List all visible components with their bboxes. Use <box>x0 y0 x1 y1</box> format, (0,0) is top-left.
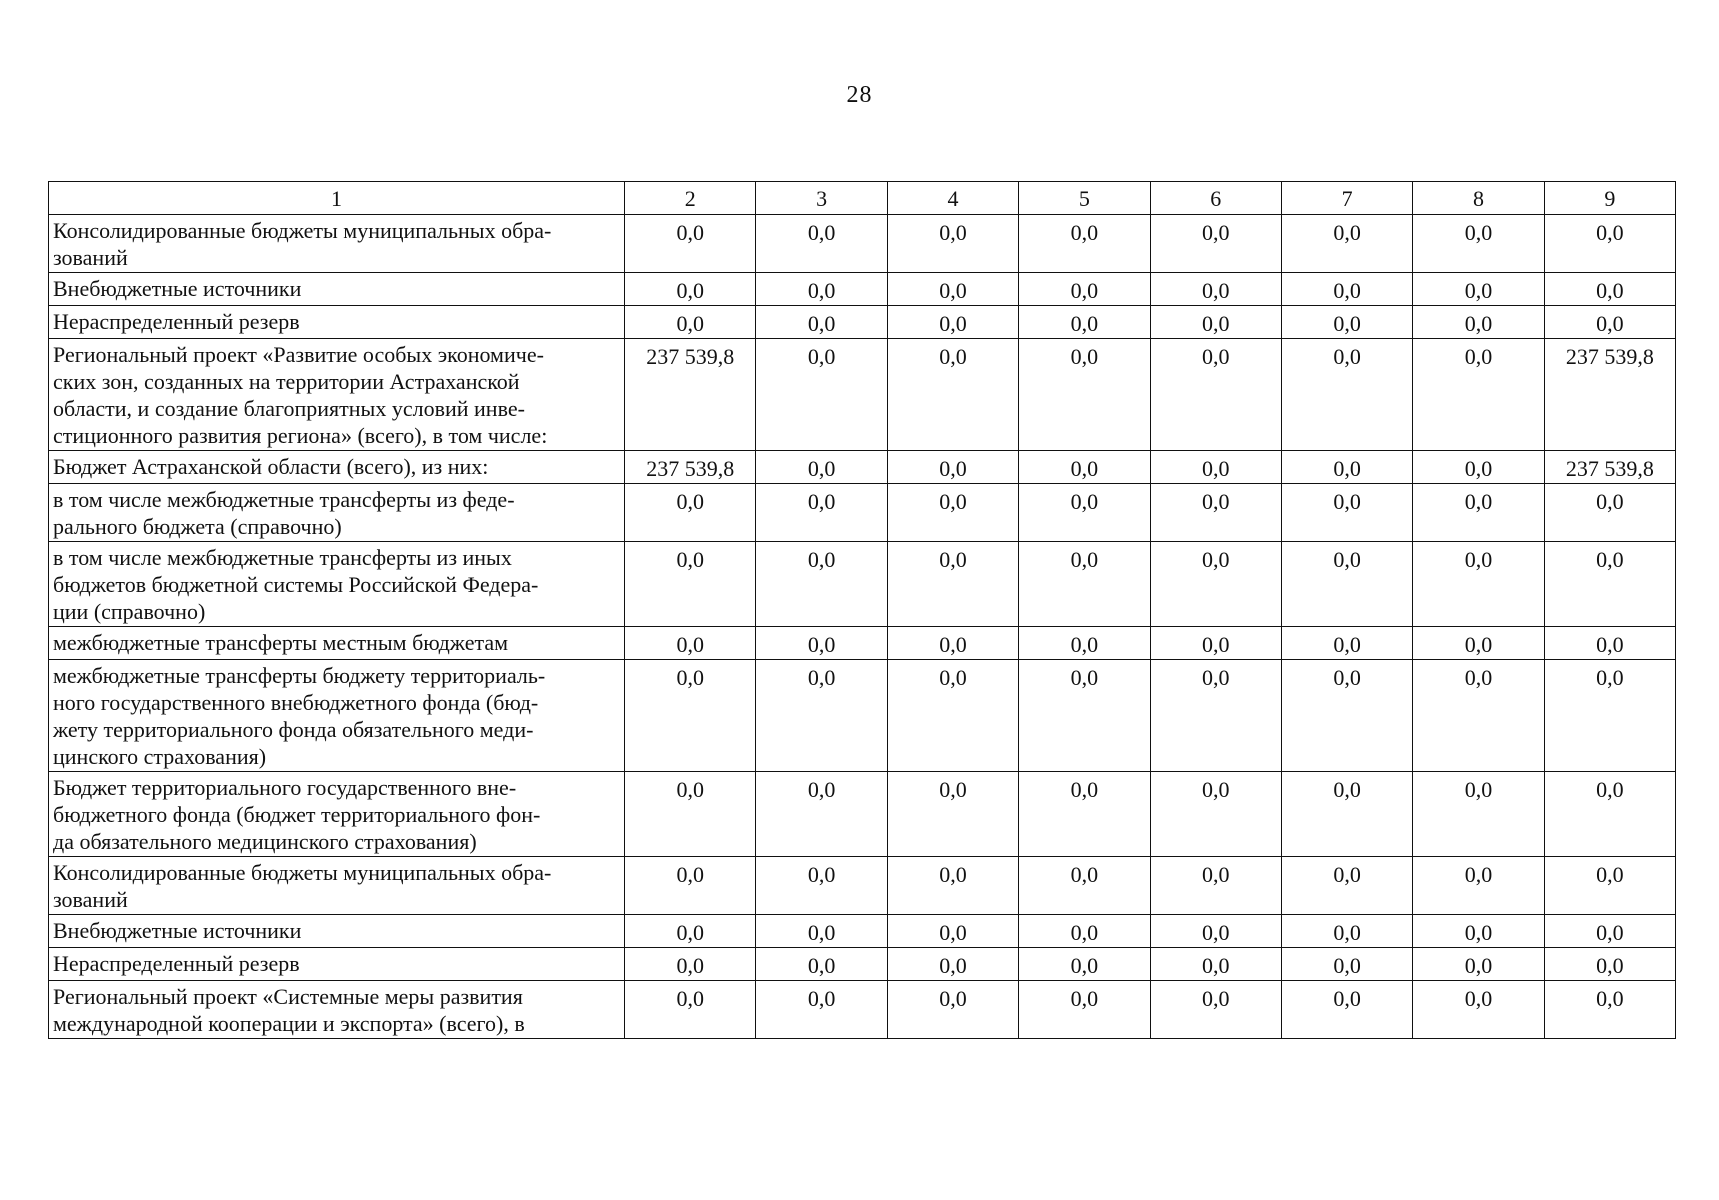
cell-value: 0,0 <box>756 215 887 273</box>
cell-value: 0,0 <box>1019 772 1150 857</box>
cell-value: 0,0 <box>1019 981 1150 1039</box>
cell-value: 0,0 <box>1544 627 1675 660</box>
cell-value: 237 539,8 <box>625 451 756 484</box>
cell-value: 0,0 <box>756 627 887 660</box>
cell-value: 0,0 <box>1413 273 1544 306</box>
cell-value: 0,0 <box>1150 273 1281 306</box>
table-row <box>49 772 1676 857</box>
cell-value: 0,0 <box>887 915 1018 948</box>
table-row <box>49 948 1676 981</box>
cell-value: 0,0 <box>1019 660 1150 772</box>
row-label: Консолидированные бюджеты муниципальных обра- зований <box>49 857 625 915</box>
table-row <box>49 339 1676 451</box>
cell-value: 0,0 <box>1281 915 1412 948</box>
cell-value: 0,0 <box>1019 273 1150 306</box>
cell-value: 0,0 <box>887 484 1018 542</box>
cell-value: 0,0 <box>1150 542 1281 627</box>
cell-value: 0,0 <box>625 542 756 627</box>
cell-value: 0,0 <box>887 857 1018 915</box>
cell-value: 0,0 <box>1413 948 1544 981</box>
cell-value: 0,0 <box>1413 915 1544 948</box>
cell-value: 0,0 <box>1413 215 1544 273</box>
cell-value: 0,0 <box>1281 451 1412 484</box>
cell-value: 0,0 <box>625 772 756 857</box>
cell-value: 0,0 <box>1150 915 1281 948</box>
cell-value: 0,0 <box>756 915 887 948</box>
cell-value: 0,0 <box>1544 981 1675 1039</box>
row-label: Внебюджетные источники <box>49 273 625 306</box>
column-header: 2 <box>625 182 756 215</box>
cell-value: 0,0 <box>887 772 1018 857</box>
table-row <box>49 857 1676 915</box>
cell-value: 0,0 <box>625 857 756 915</box>
cell-value: 0,0 <box>756 306 887 339</box>
cell-value: 0,0 <box>625 660 756 772</box>
table-body <box>49 215 1676 1039</box>
cell-value: 0,0 <box>1150 772 1281 857</box>
cell-value: 0,0 <box>1413 660 1544 772</box>
cell-value: 0,0 <box>1544 915 1675 948</box>
cell-value: 0,0 <box>756 772 887 857</box>
cell-value: 0,0 <box>756 981 887 1039</box>
cell-value: 0,0 <box>887 981 1018 1039</box>
cell-value: 0,0 <box>887 451 1018 484</box>
cell-value: 0,0 <box>1281 484 1412 542</box>
row-label: Нераспределенный резерв <box>49 948 625 981</box>
cell-value: 0,0 <box>756 273 887 306</box>
cell-value: 0,0 <box>1281 857 1412 915</box>
column-header: 5 <box>1019 182 1150 215</box>
cell-value: 0,0 <box>1150 306 1281 339</box>
cell-value: 0,0 <box>756 484 887 542</box>
cell-value: 0,0 <box>625 915 756 948</box>
row-label: в том числе межбюджетные трансферты из феде- рального бюджета (справочно) <box>49 484 625 542</box>
cell-value: 0,0 <box>1413 627 1544 660</box>
table-row <box>49 484 1676 542</box>
cell-value: 0,0 <box>1150 339 1281 451</box>
cell-value: 0,0 <box>1019 627 1150 660</box>
cell-value: 0,0 <box>1281 948 1412 981</box>
row-label: Нераспределенный резерв <box>49 306 625 339</box>
cell-value: 0,0 <box>756 542 887 627</box>
cell-value: 0,0 <box>1281 306 1412 339</box>
cell-value: 0,0 <box>887 660 1018 772</box>
cell-value: 0,0 <box>887 339 1018 451</box>
cell-value: 0,0 <box>1150 627 1281 660</box>
cell-value: 0,0 <box>625 627 756 660</box>
cell-value: 0,0 <box>1150 484 1281 542</box>
cell-value: 0,0 <box>1544 306 1675 339</box>
cell-value: 0,0 <box>1544 948 1675 981</box>
column-header: 4 <box>887 182 1018 215</box>
cell-value: 0,0 <box>1150 857 1281 915</box>
row-label: Бюджет Астраханской области (всего), из них: <box>49 451 625 484</box>
cell-value: 0,0 <box>1019 339 1150 451</box>
cell-value: 0,0 <box>887 215 1018 273</box>
cell-value: 0,0 <box>1544 542 1675 627</box>
column-header: 8 <box>1413 182 1544 215</box>
row-label: межбюджетные трансферты бюджету территориаль- ного государственного внебюджетного фонда (бюд- жету территориального фонда обязательного меди- цинского страхования) <box>49 660 625 772</box>
cell-value: 0,0 <box>887 948 1018 981</box>
table-header-row <box>49 182 1676 215</box>
cell-value: 0,0 <box>1019 857 1150 915</box>
cell-value: 0,0 <box>1544 484 1675 542</box>
cell-value: 0,0 <box>1150 981 1281 1039</box>
cell-value: 0,0 <box>887 273 1018 306</box>
table-row <box>49 451 1676 484</box>
row-label: Региональный проект «Системные меры развития международной кооперации и экспорта» (всего), в <box>49 981 625 1039</box>
row-label: Бюджет территориального государственного вне- бюджетного фонда (бюджет территориального фон- да обязательного медицинского страхования) <box>49 772 625 857</box>
table-row <box>49 660 1676 772</box>
cell-value: 0,0 <box>1019 915 1150 948</box>
column-header: 7 <box>1281 182 1412 215</box>
cell-value: 0,0 <box>887 306 1018 339</box>
table-row <box>49 273 1676 306</box>
table-row <box>49 981 1676 1039</box>
cell-value: 237 539,8 <box>1544 451 1675 484</box>
cell-value: 0,0 <box>887 542 1018 627</box>
cell-value: 0,0 <box>1544 215 1675 273</box>
column-header: 6 <box>1150 182 1281 215</box>
row-label: в том числе межбюджетные трансферты из иных бюджетов бюджетной системы Российской Федера- ции (справочно) <box>49 542 625 627</box>
cell-value: 0,0 <box>1413 339 1544 451</box>
cell-value: 0,0 <box>1019 542 1150 627</box>
cell-value: 0,0 <box>1019 451 1150 484</box>
cell-value: 0,0 <box>1544 660 1675 772</box>
cell-value: 0,0 <box>1413 981 1544 1039</box>
cell-value: 0,0 <box>1544 273 1675 306</box>
cell-value: 237 539,8 <box>1544 339 1675 451</box>
cell-value: 0,0 <box>1413 542 1544 627</box>
cell-value: 0,0 <box>625 273 756 306</box>
row-label: межбюджетные трансферты местным бюджетам <box>49 627 625 660</box>
row-label: Консолидированные бюджеты муниципальных обра- зований <box>49 215 625 273</box>
table-row <box>49 306 1676 339</box>
column-header: 1 <box>49 182 625 215</box>
cell-value: 0,0 <box>1019 306 1150 339</box>
cell-value: 0,0 <box>1281 660 1412 772</box>
page-number: 28 <box>846 82 873 108</box>
cell-value: 0,0 <box>1544 857 1675 915</box>
row-label: Региональный проект «Развитие особых экономиче- ских зон, созданных на территории Астраханской области, и создание благоприятных условий инве- стиционного развития региона» (всего), в том числе: <box>49 339 625 451</box>
cell-value: 0,0 <box>1413 857 1544 915</box>
cell-value: 0,0 <box>1019 948 1150 981</box>
cell-value: 0,0 <box>1281 772 1412 857</box>
cell-value: 0,0 <box>1019 215 1150 273</box>
cell-value: 0,0 <box>1281 339 1412 451</box>
table-row <box>49 215 1676 273</box>
cell-value: 0,0 <box>756 339 887 451</box>
table-row <box>49 627 1676 660</box>
cell-value: 0,0 <box>1413 772 1544 857</box>
cell-value: 0,0 <box>625 948 756 981</box>
table-row <box>49 915 1676 948</box>
cell-value: 0,0 <box>1281 627 1412 660</box>
cell-value: 0,0 <box>756 660 887 772</box>
cell-value: 0,0 <box>1413 451 1544 484</box>
cell-value: 0,0 <box>625 215 756 273</box>
cell-value: 0,0 <box>1413 484 1544 542</box>
cell-value: 0,0 <box>1413 306 1544 339</box>
cell-value: 0,0 <box>1281 981 1412 1039</box>
column-header: 9 <box>1544 182 1675 215</box>
column-header: 3 <box>756 182 887 215</box>
cell-value: 0,0 <box>756 857 887 915</box>
cell-value: 0,0 <box>1281 273 1412 306</box>
budget-table <box>48 181 1676 1039</box>
cell-value: 0,0 <box>1281 215 1412 273</box>
cell-value: 0,0 <box>1150 660 1281 772</box>
cell-value: 0,0 <box>1281 542 1412 627</box>
cell-value: 0,0 <box>1150 948 1281 981</box>
table-row <box>49 542 1676 627</box>
cell-value: 0,0 <box>625 484 756 542</box>
cell-value: 0,0 <box>756 948 887 981</box>
cell-value: 0,0 <box>625 981 756 1039</box>
cell-value: 0,0 <box>1544 772 1675 857</box>
cell-value: 0,0 <box>887 627 1018 660</box>
cell-value: 0,0 <box>1019 484 1150 542</box>
row-label: Внебюджетные источники <box>49 915 625 948</box>
cell-value: 237 539,8 <box>625 339 756 451</box>
cell-value: 0,0 <box>1150 215 1281 273</box>
cell-value: 0,0 <box>625 306 756 339</box>
cell-value: 0,0 <box>1150 451 1281 484</box>
cell-value: 0,0 <box>756 451 887 484</box>
